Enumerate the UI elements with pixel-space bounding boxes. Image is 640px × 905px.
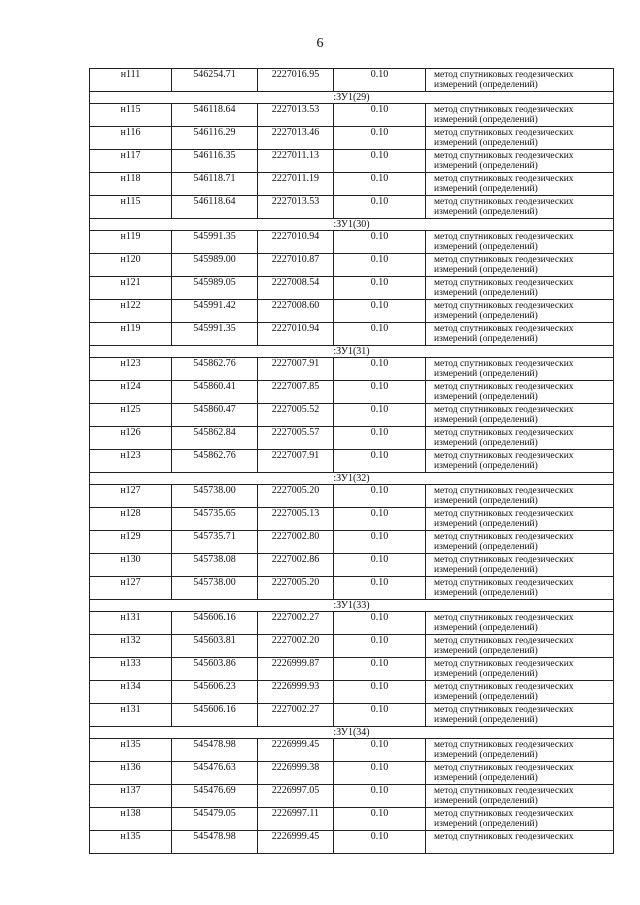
y-coordinate: 2227002.27: [258, 612, 334, 635]
point-name: н134: [90, 681, 172, 704]
table-row: [90, 231, 614, 254]
precision: 0.10: [334, 762, 426, 785]
x-coordinate: 546118.64: [172, 104, 258, 127]
precision: 0.10: [334, 323, 426, 346]
coordinates-table: [89, 68, 614, 854]
x-coordinate: 545991.42: [172, 300, 258, 323]
precision: 0.10: [334, 485, 426, 508]
y-coordinate: 2227007.85: [258, 381, 334, 404]
y-coordinate: 2227011.13: [258, 150, 334, 173]
method-description: метод спутниковых геодезических измерений (определений): [426, 150, 614, 173]
precision: 0.10: [334, 231, 426, 254]
y-coordinate: 2227007.91: [258, 358, 334, 381]
precision: 0.10: [334, 831, 426, 854]
x-coordinate: 545476.63: [172, 762, 258, 785]
point-name: н115: [90, 104, 172, 127]
parcel-label: :ЗУ1(33): [90, 600, 614, 612]
point-name: н126: [90, 427, 172, 450]
x-coordinate: 545478.98: [172, 831, 258, 854]
precision: 0.10: [334, 508, 426, 531]
y-coordinate: 2227011.19: [258, 173, 334, 196]
point-name: н116: [90, 127, 172, 150]
parcel-label: :ЗУ1(34): [90, 727, 614, 739]
table-row: [90, 427, 614, 450]
point-name: н130: [90, 554, 172, 577]
method-description: метод спутниковых геодезических измерений (определений): [426, 381, 614, 404]
method-description: метод спутниковых геодезических измерений (определений): [426, 127, 614, 150]
method-description: метод спутниковых геодезических измерений (определений): [426, 300, 614, 323]
table-row: [90, 127, 614, 150]
method-description: метод спутниковых геодезических измерений (определений): [426, 531, 614, 554]
y-coordinate: 2227005.57: [258, 427, 334, 450]
method-description: метод спутниковых геодезических измерений (определений): [426, 277, 614, 300]
precision: 0.10: [334, 704, 426, 727]
table-row: [90, 658, 614, 681]
x-coordinate: 545479.05: [172, 808, 258, 831]
point-name: н129: [90, 531, 172, 554]
x-coordinate: 545860.41: [172, 381, 258, 404]
precision: 0.10: [334, 196, 426, 219]
y-coordinate: 2227002.20: [258, 635, 334, 658]
x-coordinate: 546118.71: [172, 173, 258, 196]
y-coordinate: 2226999.93: [258, 681, 334, 704]
method-description: метод спутниковых геодезических измерений (определений): [426, 323, 614, 346]
y-coordinate: 2227002.27: [258, 704, 334, 727]
y-coordinate: 2227013.53: [258, 104, 334, 127]
precision: 0.10: [334, 577, 426, 600]
x-coordinate: 545603.86: [172, 658, 258, 681]
method-description: метод спутниковых геодезических измерений (определений): [426, 808, 614, 831]
precision: 0.10: [334, 554, 426, 577]
precision: 0.10: [334, 69, 426, 92]
x-coordinate: 546116.35: [172, 150, 258, 173]
parcel-group-header: [90, 727, 614, 739]
point-name: н123: [90, 358, 172, 381]
y-coordinate: 2227016.95: [258, 69, 334, 92]
table-row: [90, 104, 614, 127]
precision: 0.10: [334, 254, 426, 277]
y-coordinate: 2226999.38: [258, 762, 334, 785]
method-description: метод спутниковых геодезических измерений (определений): [426, 231, 614, 254]
parcel-group-header: [90, 473, 614, 485]
x-coordinate: 545478.98: [172, 739, 258, 762]
y-coordinate: 2227010.94: [258, 323, 334, 346]
x-coordinate: 545991.35: [172, 231, 258, 254]
point-name: н132: [90, 635, 172, 658]
table-row: [90, 577, 614, 600]
method-description: метод спутниковых геодезических измерений (определений): [426, 554, 614, 577]
method-description: метод спутниковых геодезических измерений (определений): [426, 739, 614, 762]
method-description: метод спутниковых геодезических измерений (определений): [426, 450, 614, 473]
page-number: 6: [316, 36, 324, 51]
point-name: н128: [90, 508, 172, 531]
x-coordinate: 546254.71: [172, 69, 258, 92]
y-coordinate: 2227010.94: [258, 231, 334, 254]
point-name: н122: [90, 300, 172, 323]
table-row: [90, 681, 614, 704]
table-row: [90, 808, 614, 831]
method-description: метод спутниковых геодезических измерений (определений): [426, 485, 614, 508]
table-row: [90, 531, 614, 554]
method-description: метод спутниковых геодезических: [426, 831, 614, 854]
precision: 0.10: [334, 150, 426, 173]
point-name: н127: [90, 577, 172, 600]
precision: 0.10: [334, 739, 426, 762]
method-description: метод спутниковых геодезических измерений (определений): [426, 508, 614, 531]
y-coordinate: 2227005.52: [258, 404, 334, 427]
x-coordinate: 545991.35: [172, 323, 258, 346]
table-row: [90, 508, 614, 531]
precision: 0.10: [334, 404, 426, 427]
method-description: метод спутниковых геодезических измерений (определений): [426, 785, 614, 808]
y-coordinate: 2227010.87: [258, 254, 334, 277]
table-row: [90, 277, 614, 300]
parcel-group-header: [90, 219, 614, 231]
x-coordinate: 545603.81: [172, 635, 258, 658]
y-coordinate: 2227005.13: [258, 508, 334, 531]
x-coordinate: 545735.65: [172, 508, 258, 531]
point-name: н115: [90, 196, 172, 219]
x-coordinate: 545862.76: [172, 450, 258, 473]
table-row: [90, 150, 614, 173]
y-coordinate: 2227013.46: [258, 127, 334, 150]
precision: 0.10: [334, 127, 426, 150]
x-coordinate: 545476.69: [172, 785, 258, 808]
parcel-label: :ЗУ1(30): [90, 219, 614, 231]
table-row: [90, 612, 614, 635]
parcel-group-header: [90, 600, 614, 612]
point-name: н119: [90, 231, 172, 254]
parcel-label: :ЗУ1(32): [90, 473, 614, 485]
parcel-group-header: [90, 346, 614, 358]
y-coordinate: 2226999.87: [258, 658, 334, 681]
precision: 0.10: [334, 381, 426, 404]
parcel-label: :ЗУ1(31): [90, 346, 614, 358]
table-row: [90, 254, 614, 277]
table-row: [90, 358, 614, 381]
method-description: метод спутниковых геодезических измерений (определений): [426, 104, 614, 127]
y-coordinate: 2227002.86: [258, 554, 334, 577]
table-row: [90, 323, 614, 346]
table-row: [90, 704, 614, 727]
table-row: [90, 381, 614, 404]
precision: 0.10: [334, 808, 426, 831]
y-coordinate: 2227008.54: [258, 277, 334, 300]
precision: 0.10: [334, 785, 426, 808]
precision: 0.10: [334, 612, 426, 635]
x-coordinate: 545735.71: [172, 531, 258, 554]
table-row: [90, 739, 614, 762]
method-description: метод спутниковых геодезических измерений (определений): [426, 173, 614, 196]
x-coordinate: 545860.47: [172, 404, 258, 427]
precision: 0.10: [334, 173, 426, 196]
y-coordinate: 2227002.80: [258, 531, 334, 554]
precision: 0.10: [334, 277, 426, 300]
parcel-group-header: [90, 92, 614, 104]
x-coordinate: 545738.08: [172, 554, 258, 577]
point-name: н135: [90, 831, 172, 854]
precision: 0.10: [334, 427, 426, 450]
x-coordinate: 545606.23: [172, 681, 258, 704]
y-coordinate: 2226999.45: [258, 831, 334, 854]
precision: 0.10: [334, 300, 426, 323]
y-coordinate: 2227013.53: [258, 196, 334, 219]
precision: 0.10: [334, 658, 426, 681]
x-coordinate: 546116.29: [172, 127, 258, 150]
point-name: н118: [90, 173, 172, 196]
precision: 0.10: [334, 104, 426, 127]
point-name: н135: [90, 739, 172, 762]
method-description: метод спутниковых геодезических измерений (определений): [426, 427, 614, 450]
y-coordinate: 2227007.91: [258, 450, 334, 473]
table-row: [90, 404, 614, 427]
table-row: [90, 196, 614, 219]
point-name: н131: [90, 704, 172, 727]
table-row: [90, 300, 614, 323]
y-coordinate: 2226999.45: [258, 739, 334, 762]
point-name: н137: [90, 785, 172, 808]
precision: 0.10: [334, 450, 426, 473]
point-name: н131: [90, 612, 172, 635]
x-coordinate: 545738.00: [172, 485, 258, 508]
x-coordinate: 545606.16: [172, 704, 258, 727]
table-row: [90, 831, 614, 854]
y-coordinate: 2227005.20: [258, 577, 334, 600]
precision: 0.10: [334, 635, 426, 658]
method-description: метод спутниковых геодезических измерений (определений): [426, 612, 614, 635]
table-row: [90, 762, 614, 785]
method-description: метод спутниковых геодезических измерений (определений): [426, 681, 614, 704]
method-description: метод спутниковых геодезических измерений (определений): [426, 577, 614, 600]
y-coordinate: 2226997.05: [258, 785, 334, 808]
point-name: н133: [90, 658, 172, 681]
method-description: метод спутниковых геодезических измерений (определений): [426, 762, 614, 785]
table-row: [90, 173, 614, 196]
method-description: метод спутниковых геодезических измерений (определений): [426, 358, 614, 381]
x-coordinate: 546118.64: [172, 196, 258, 219]
precision: 0.10: [334, 358, 426, 381]
x-coordinate: 545862.76: [172, 358, 258, 381]
point-name: н136: [90, 762, 172, 785]
precision: 0.10: [334, 531, 426, 554]
method-description: метод спутниковых геодезических измерений (определений): [426, 404, 614, 427]
method-description: метод спутниковых геодезических измерений (определений): [426, 635, 614, 658]
table-row: [90, 69, 614, 92]
y-coordinate: 2227008.60: [258, 300, 334, 323]
point-name: н138: [90, 808, 172, 831]
x-coordinate: 545862.84: [172, 427, 258, 450]
method-description: метод спутниковых геодезических измерений (определений): [426, 254, 614, 277]
method-description: метод спутниковых геодезических измерений (определений): [426, 658, 614, 681]
point-name: н125: [90, 404, 172, 427]
y-coordinate: 2227005.20: [258, 485, 334, 508]
table-row: [90, 485, 614, 508]
point-name: н119: [90, 323, 172, 346]
table-row: [90, 554, 614, 577]
x-coordinate: 545989.05: [172, 277, 258, 300]
x-coordinate: 545989.00: [172, 254, 258, 277]
point-name: н120: [90, 254, 172, 277]
parcel-label: :ЗУ1(29): [90, 92, 614, 104]
point-name: н121: [90, 277, 172, 300]
point-name: н123: [90, 450, 172, 473]
table-row: [90, 785, 614, 808]
method-description: метод спутниковых геодезических измерений (определений): [426, 704, 614, 727]
point-name: н117: [90, 150, 172, 173]
precision: 0.10: [334, 681, 426, 704]
method-description: метод спутниковых геодезических измерений (определений): [426, 69, 614, 92]
x-coordinate: 545738.00: [172, 577, 258, 600]
method-description: метод спутниковых геодезических измерений (определений): [426, 196, 614, 219]
y-coordinate: 2226997.11: [258, 808, 334, 831]
point-name: н111: [90, 69, 172, 92]
point-name: н127: [90, 485, 172, 508]
point-name: н124: [90, 381, 172, 404]
table-row: [90, 635, 614, 658]
x-coordinate: 545606.16: [172, 612, 258, 635]
table-row: [90, 450, 614, 473]
